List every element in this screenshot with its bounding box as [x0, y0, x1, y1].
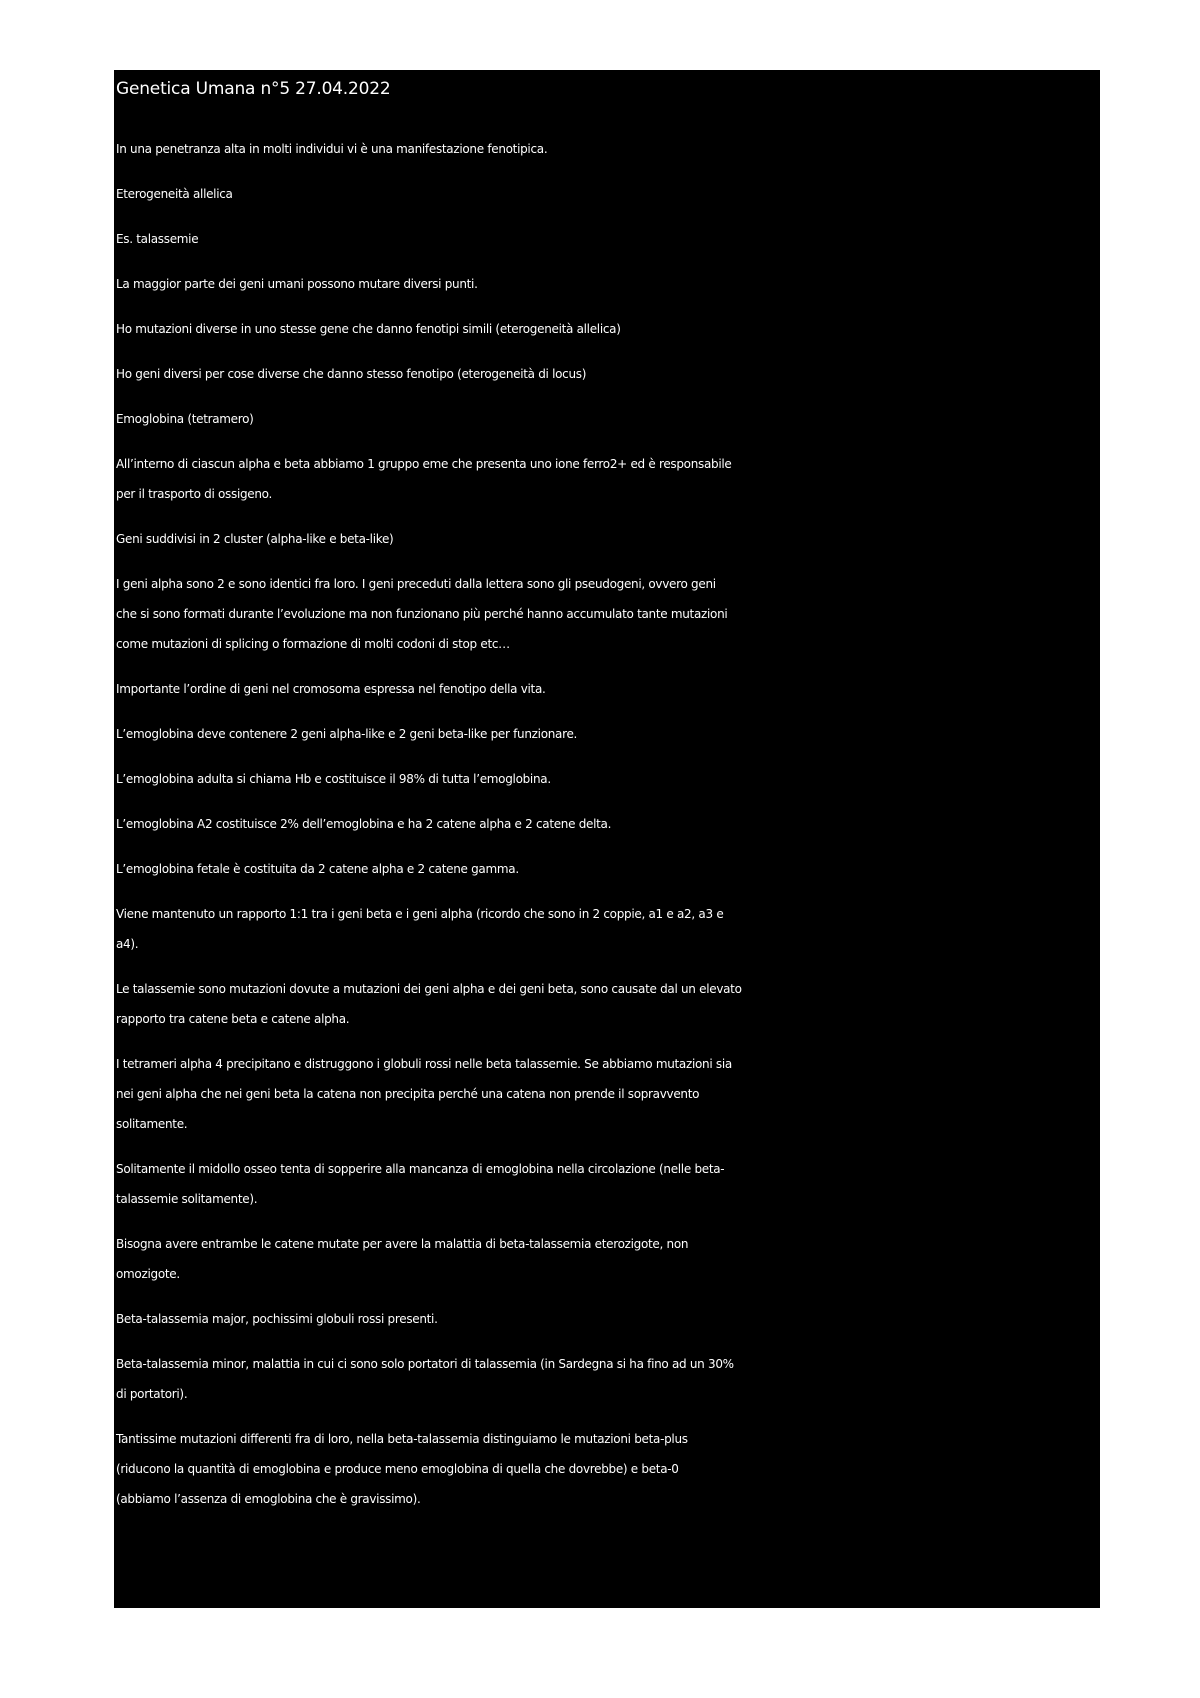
- paragraph: [116, 1229, 1098, 1289]
- paragraph-line: Eterogeneità allelica: [116, 187, 233, 201]
- paragraph-line: (abbiamo l’assenza di emoglobina che è gravissimo).: [116, 1492, 421, 1506]
- paragraph: [116, 1349, 1098, 1409]
- paragraph-line: I tetrameri alpha 4 precipitano e distruggono i globuli rossi nelle beta talassemie. Se abbiamo mutazioni sia: [116, 1057, 732, 1071]
- paragraph-line: rapporto tra catene beta e catene alpha.: [116, 1012, 350, 1026]
- paragraph-line: Geni suddivisi in 2 cluster (alpha-like e beta-like): [116, 532, 394, 546]
- paragraph-line: Beta-talassemia major, pochissimi globuli rossi presenti.: [116, 1312, 438, 1326]
- paragraph-line: Es. talassemie: [116, 232, 199, 246]
- paragraph-line: (riducono la quantità di emoglobina e produce meno emoglobina di quella che dovrebbe) e beta-0: [116, 1462, 679, 1476]
- paragraph-line: nei geni alpha che nei geni beta la catena non precipita perché una catena non prende il sopravvento: [116, 1087, 700, 1101]
- paragraph-line: Ho geni diversi per cose diverse che danno stesso fenotipo (eterogeneità di locus): [116, 367, 587, 381]
- paragraph-line: Beta-talassemia minor, malattia in cui ci sono solo portatori di talassemia (in Sardegna si ha fino ad un 30%: [116, 1357, 734, 1371]
- paragraph: [116, 404, 1098, 434]
- paragraph-line: Viene mantenuto un rapporto 1:1 tra i geni beta e i geni alpha (ricordo che sono in 2 coppie, a1 e a2, a3 e: [116, 907, 724, 921]
- paragraph: [116, 569, 1098, 659]
- paragraph-line: omozigote.: [116, 1267, 180, 1281]
- paragraph-line: come mutazioni di splicing o formazione di molti codoni di stop etc…: [116, 637, 510, 651]
- paragraph-line: Tantissime mutazioni differenti fra di loro, nella beta-talassemia distinguiamo le mutazioni beta-plus: [116, 1432, 688, 1446]
- paragraph-line: solitamente.: [116, 1117, 188, 1131]
- paragraph: [116, 899, 1098, 959]
- paragraph-line: che si sono formati durante l’evoluzione ma non funzionano più perché hanno accumulato tante mutazioni: [116, 607, 728, 621]
- paragraph-line: Solitamente il midollo osseo tenta di sopperire alla mancanza di emoglobina nella circolazione (nelle beta-: [116, 1162, 725, 1176]
- paragraph-line: Ho mutazioni diverse in uno stesse gene che danno fenotipi simili (eterogeneità allelica): [116, 322, 621, 336]
- paragraph: [116, 974, 1098, 1034]
- paragraph: [116, 359, 1098, 389]
- paragraph: [116, 809, 1098, 839]
- paragraph-line: per il trasporto di ossigeno.: [116, 487, 273, 501]
- paragraph: [116, 719, 1098, 749]
- paragraph-line: L’emoglobina deve contenere 2 geni alpha-like e 2 geni beta-like per funzionare.: [116, 727, 578, 741]
- paragraph-line: I geni alpha sono 2 e sono identici fra loro. I geni preceduti dalla lettera sono gli pseudogeni, ovvero geni: [116, 577, 716, 591]
- paragraph: [116, 449, 1098, 509]
- paragraph: [116, 1049, 1098, 1139]
- paragraph-line: L’emoglobina adulta si chiama Hb e costituisce il 98% di tutta l’emoglobina.: [116, 772, 551, 786]
- paragraph-line: In una penetranza alta in molti individui vi è una manifestazione fenotipica.: [116, 142, 548, 156]
- paragraph: [116, 224, 1098, 254]
- paragraph: [116, 524, 1098, 554]
- paragraph: [116, 1424, 1098, 1514]
- paragraph: [116, 134, 1098, 164]
- document-title: Genetica Umana n°5 27.04.2022: [116, 79, 391, 99]
- paragraph: [116, 1154, 1098, 1214]
- paragraph-line: L’emoglobina A2 costituisce 2% dell’emoglobina e ha 2 catene alpha e 2 catene delta.: [116, 817, 612, 831]
- paragraph-line: a4).: [116, 937, 139, 951]
- paragraph-line: Bisogna avere entrambe le catene mutate per avere la malattia di beta-talassemia eterozigote, non: [116, 1237, 689, 1251]
- document-body: [116, 134, 1098, 1514]
- paragraph-line: di portatori).: [116, 1387, 188, 1401]
- document-page: [114, 70, 1100, 1608]
- paragraph: [116, 674, 1098, 704]
- paragraph: [116, 179, 1098, 209]
- paragraph: [116, 314, 1098, 344]
- paragraph-line: Le talassemie sono mutazioni dovute a mutazioni dei geni alpha e dei geni beta, sono causate dal un elevato: [116, 982, 742, 996]
- paragraph: [116, 854, 1098, 884]
- paragraph: [116, 764, 1098, 794]
- paragraph-line: talassemie solitamente).: [116, 1192, 258, 1206]
- paragraph-line: La maggior parte dei geni umani possono mutare diversi punti.: [116, 277, 478, 291]
- paragraph-line: Emoglobina (tetramero): [116, 412, 254, 426]
- paragraph-line: Importante l’ordine di geni nel cromosoma espressa nel fenotipo della vita.: [116, 682, 546, 696]
- paragraph-line: L’emoglobina fetale è costituita da 2 catene alpha e 2 catene gamma.: [116, 862, 519, 876]
- paragraph-line: All’interno di ciascun alpha e beta abbiamo 1 gruppo eme che presenta uno ione ferro2+ ed è responsabile: [116, 457, 732, 471]
- paragraph: [116, 269, 1098, 299]
- paragraph: [116, 1304, 1098, 1334]
